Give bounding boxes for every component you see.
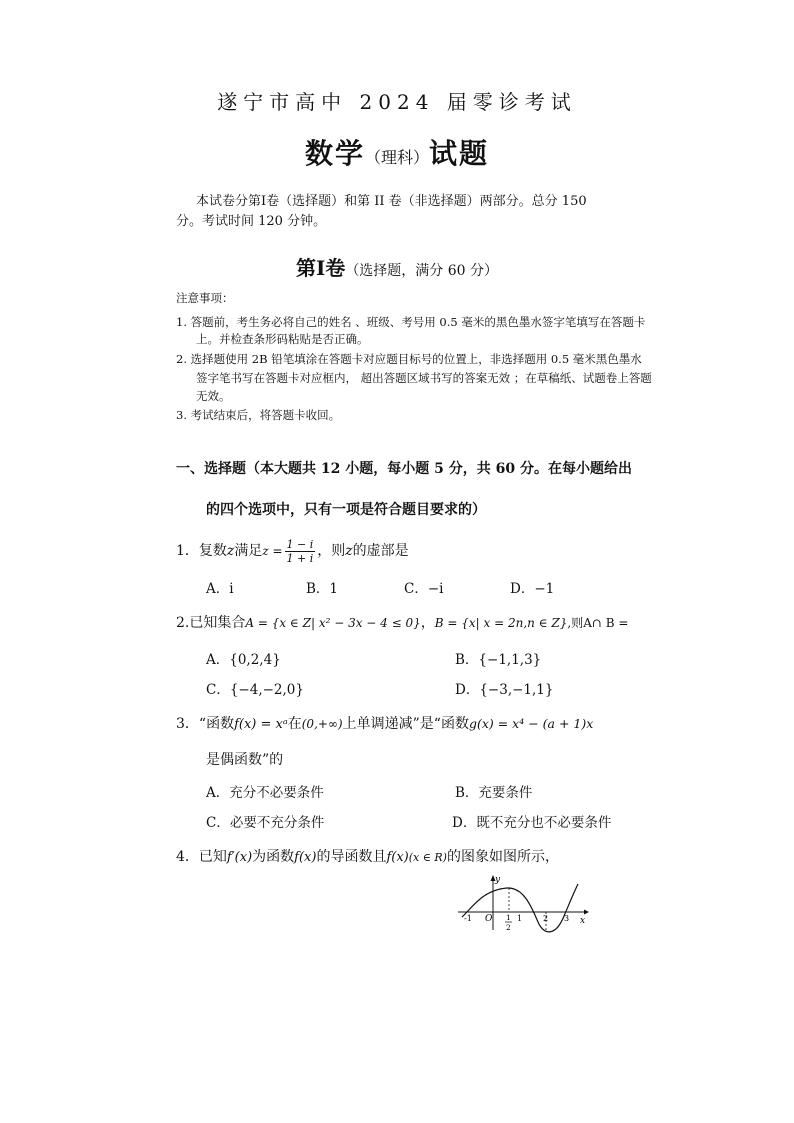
q2-set-a: A = {x ∈ Z| x² − 3x − 4 ≤ 0} [245,616,421,630]
q3-f-expr: f(x) = xᵃ [234,717,288,732]
q1-var-2: z [345,543,353,559]
q4-fprime: f′(x) [226,850,253,865]
q4-c: 的导函数且 [316,849,387,865]
tick-3: 3 [564,914,570,923]
q2-option-c[interactable]: C．{−4,−2,0} [206,682,304,698]
q3-option-b[interactable]: B．充要条件 [455,785,533,801]
notes-heading: 注意事项： [176,291,234,305]
q2-option-b[interactable]: B．{−1,1,3} [455,652,542,668]
q1-tail-b: 的虚部是 [352,543,409,559]
note-3: 3. 考试结束后，将答题卡收回。 [176,408,341,422]
x-axis-arrow [584,910,589,915]
question-4 [176,846,559,866]
question-2 [176,612,628,632]
q1-mid: 满足 [234,543,263,559]
part-1-heading-a: 一、选择题（本大题共 12 小题，每小题 5 分，共 60 分。在每小题给出 [176,461,632,477]
subject-title [0,132,794,172]
x-label: x [580,916,586,926]
q4-d: 的图象如图所示， [446,849,559,865]
q1-option-a[interactable]: A．i [206,581,234,597]
section-1-name: 第Ⅰ卷 [295,256,346,280]
section-1-title [0,252,794,281]
q1-var: z [226,543,235,559]
intro-line-1: 本试卷分第Ⅰ卷（选择题）和第 II 卷（非选择题）两部分。总分 150 [196,194,587,209]
tick-minus-1: -1 [464,914,472,923]
tick-2: 2 [543,914,549,923]
q3-option-c[interactable]: C．必要不充分条件 [206,815,325,831]
q4-fx-2: f(x) [386,850,409,865]
tick-1: 1 [517,914,523,923]
subject-tail: 试题 [429,137,490,170]
note-1a: 1. 答题前，考生务必将自己的姓名 、班级、考号用 0.5 毫米的黑色墨水签字笔填写在答题卡 [176,315,646,329]
derivative-graph [452,870,592,936]
question-1 [176,537,409,565]
question-3-line-1 [176,713,593,733]
q2-option-a[interactable]: A．{0,2,4} [206,652,281,668]
q4-domain: (x ∈ R) [408,851,447,864]
section-1-subtitle: （选择题，满分 60 分） [345,263,499,279]
y-label: y [495,875,501,885]
q1-option-b[interactable]: B．1 [306,581,339,597]
q3-option-d[interactable]: D．既不充分也不必要条件 [452,815,612,831]
q3-interval: (0,+∞) [301,717,343,731]
part-1-heading-b: 的四个选项中，只有一项是符合题目要求的） [206,502,486,518]
exam-title: 遂宁市高中 2024 届零诊考试 [217,90,577,114]
q4-a: 4．已知 [176,849,227,865]
note-2b: 签字笔书写在答题卡对应框内， 超出答题区域书写的答案无效 ；在草稿纸、试题卷上答题 [196,371,652,385]
q3-b: 在 [287,716,302,732]
note-1b: 上。并检查条形码粘贴是否正确。 [196,332,369,346]
q1-numerator: 1 − i [286,537,314,551]
q1-option-c[interactable]: C．−i [404,581,444,597]
q1-denominator: 1 + i [286,551,314,565]
q2-sep: ， [420,615,435,631]
q2-set-b: B = {x| x = 2n,n ∈ Z} [434,616,568,630]
tick-half-num: 1 [506,913,511,922]
q3-g-expr: g(x) = x⁴ − (a + 1)x [468,716,594,731]
q3-option-a[interactable]: A．充分不必要条件 [206,785,324,801]
q1-prefix: 1．复数 [176,543,227,559]
question-3-line-2: 是偶函数”的 [206,752,284,768]
q4-b: 为函数 [252,849,295,865]
q3-a: 3．“函数 [176,716,235,732]
tick-half-den: 2 [506,923,511,932]
q2-option-d[interactable]: D．{−3,−1,1} [455,682,554,698]
q2-prefix: 2.已知集合 [176,615,246,631]
q3-c: 上单调递减”是“函数 [342,716,469,732]
curve [462,884,578,932]
note-2c: 无效。 [196,389,231,403]
subject-paren: （理科） [364,148,429,167]
q1-lhs: z = [262,544,283,558]
q1-fraction [285,538,316,565]
q1-option-d[interactable]: D．−1 [510,581,555,597]
subject-main: 数学 [304,137,365,170]
intro-line-2: 分。考试时间 120 分钟。 [176,214,327,229]
q4-fx: f(x) [294,850,317,865]
q2-tail: ,则A∩ B = [567,616,629,630]
origin-label: O [485,914,493,924]
q1-tail-a: ，则 [317,543,346,559]
note-2a: 2. 选择题使用 2B 铅笔填涂在答题卡对应题目标号的位置上，非选择题用 0.5 毫米黑色墨水 [176,352,642,366]
